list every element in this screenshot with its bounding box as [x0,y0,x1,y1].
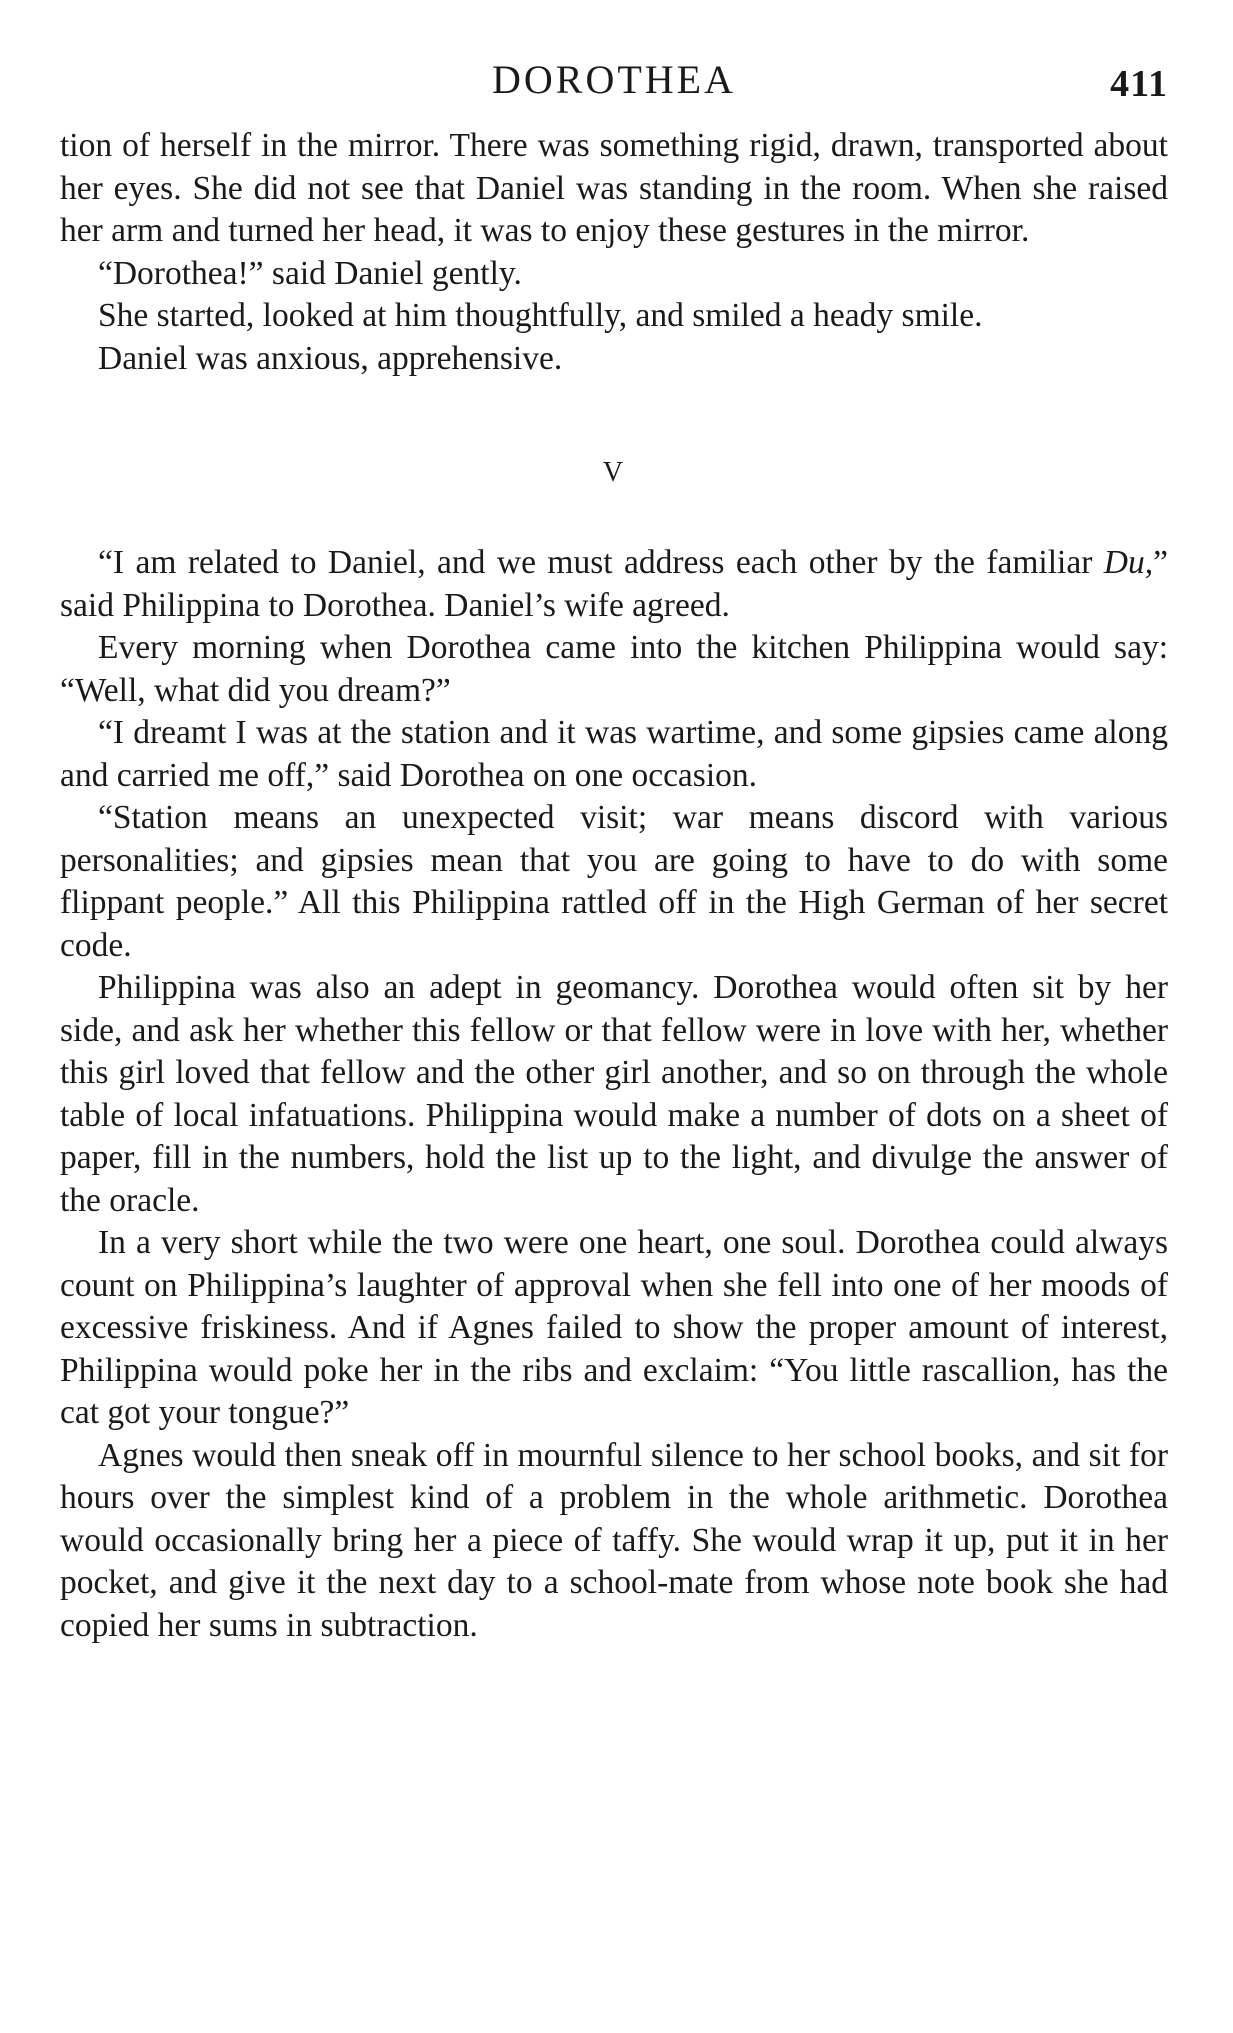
running-head [60,55,1168,115]
paragraph: “Station means an unexpected visit; war means discord with various personalities; and gipsies mean that you are going to have to do with some flippant people.” All this Philippina rattled off in the High German of her secret code. [60,799,1168,964]
paragraph-text: ” said Philippina to Dorothea. Daniel’s wife agreed. [60,544,1168,624]
paragraph: Every morning when Dorothea came into the kitchen Philippina would say: “Well, what did you dream?” [60,629,1168,709]
paragraph: In a very short while the two were one heart, one soul. Dorothea could always count on Philippina’s laughter of approval when she fell into one of her moods of excessive friskiness. And if Agnes failed to show the proper amount of interest, Philippina would poke her in the ribs and exclaim: “You little rascallion, has the cat got your tongue?” [60,1224,1168,1431]
paragraph: Philippina was also an adept in geomancy. Dorothea would often sit by her side, and ask her whether this fellow or that fellow were in love with her, whether this girl loved that fellow and the other girl another, and so on through the whole table of local infatuations. Philippina would make a number of dots on a sheet of paper, fill in the numbers, hold the list up to the light, and divulge the answer of the oracle. [60,969,1168,1219]
paragraph [60,542,1168,627]
continued-text [60,125,1168,380]
paragraph: Daniel was anxious, apprehensive. [98,339,563,377]
running-title: DOROTHEA [492,57,736,102]
paragraph-text: “I am related to Daniel, and we must address each other by the familiar [98,544,1104,581]
section-numeral: V [602,457,626,488]
paragraph-continued: tion of herself in the mirror. There was something rigid, drawn, transported about her eyes. She did not see that Daniel was standing in the room. When she raised her arm and turned her head, it was to enjoy these gestures in the mirror. [60,127,1168,249]
paragraph: “I dreamt I was at the station and it was wartime, and some gipsies came along and carried me off,” said Dorothea on one occasion. [60,714,1168,794]
paragraph: She started, looked at him thoughtfully, and smiled a heady smile. [98,297,983,334]
book-page [60,55,1168,1647]
paragraph: Agnes would then sneak off in mournful silence to her school books, and sit for hours over the simplest kind of a problem in the whole arithmetic. Dorothea would occasionally bring her a piece of taffy. She would wrap it up, put it in her pocket, and give it the next day to a school-mate from whose note book she had copied her sums in subtraction. [60,1436,1168,1644]
page-number: 411 [1110,63,1168,105]
section-text [60,542,1168,1647]
italic-word: Du, [1103,544,1154,581]
paragraph: “Dorothea!” said Daniel gently. [98,254,522,292]
